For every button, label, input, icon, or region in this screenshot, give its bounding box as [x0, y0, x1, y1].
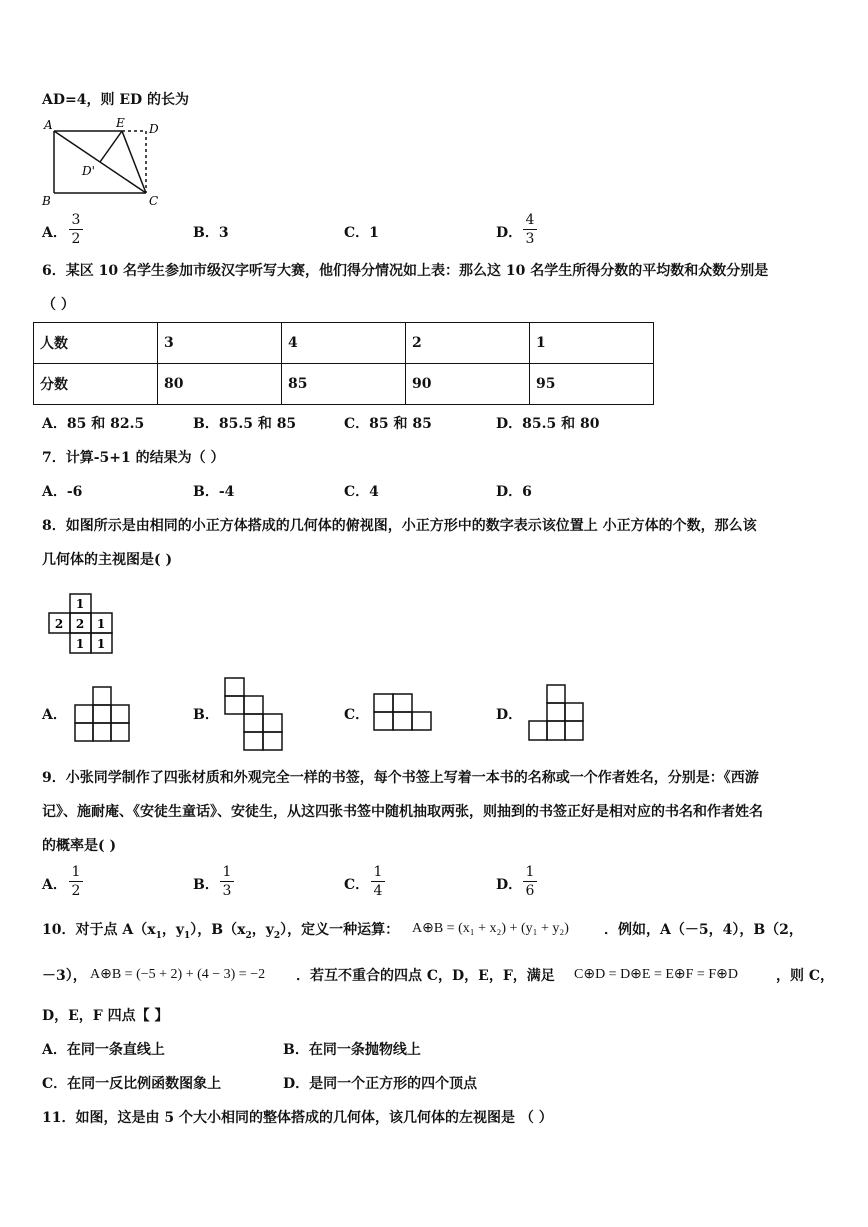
q8-grid-num: 1 [96, 617, 106, 631]
q6-stem-line2: （ ） [42, 297, 75, 313]
q5-stem-tail: AD=4，则 ED 的长为 [42, 92, 190, 108]
q8-grid-num: 2 [54, 617, 64, 631]
q8-stem-line2: 几何体的主视图是( ) [42, 552, 173, 568]
q5-option-a-fraction: 3 2 [69, 212, 83, 247]
q8-option-b-figure[interactable] [224, 677, 286, 753]
q9-option-b-fraction: 1 3 [220, 864, 234, 899]
q5-option-d-fraction: 4 3 [523, 212, 537, 247]
table-cell: 85 [282, 364, 406, 405]
q6-option-b[interactable]: B．85.5 和 85 [193, 416, 297, 432]
q5-option-d-label[interactable]: D． [496, 225, 523, 241]
q6-option-c[interactable]: C．85 和 85 [344, 416, 432, 432]
q10-formula-condition: C⊕D = D⊕E = E⊕F = F⊕D [574, 967, 738, 982]
q5-segment-ed-prime [100, 131, 122, 162]
q8-option-c-label[interactable]: C． [344, 707, 370, 723]
table-cell: 95 [530, 364, 654, 405]
q8-option-b-label[interactable]: B． [193, 707, 219, 723]
q9-option-a-label[interactable]: A． [42, 877, 67, 893]
q5-segment-ec [122, 131, 146, 193]
q10-formula-example: A⊕B = (−5 + 2) + (4 − 3) = −2 [90, 967, 266, 982]
q5-label-b: B [42, 194, 51, 207]
q9-option-d-label[interactable]: D． [496, 877, 523, 893]
table-row [34, 323, 654, 364]
q8-option-a-label[interactable]: A． [42, 707, 67, 723]
q10-option-b[interactable]: B．在同一条抛物线上 [283, 1042, 421, 1058]
q9-option-c-label[interactable]: C． [344, 877, 370, 893]
q5-option-c[interactable]: C．1 [344, 225, 379, 241]
table-cell: 3 [158, 323, 282, 364]
q7-stem: 7．计算-5+1 的结果为（ ） [42, 450, 225, 466]
q9-stem-line3: 的概率是( ) [42, 838, 117, 854]
q10-formula-definition: A⊕B = (x₁ + x₂) + (y₁ + y₂) [412, 921, 569, 936]
q10-option-c[interactable]: C．在同一反比例函数图象上 [42, 1076, 222, 1092]
q5-option-a-label[interactable]: A． [42, 225, 67, 241]
q9-stem-line1: 9．小张同学制作了四张材质和外观完全一样的书签，每个书签上写着一本书的名称或一个作者姓名，分别是：《西游 [42, 770, 759, 786]
table-cell: 分数 [34, 364, 158, 405]
q5-rectangle-figure [38, 115, 168, 207]
q8-grid-num: 2 [75, 617, 85, 631]
q11-stem: 11．如图，这是由 5 个大小相同的整体搭成的几何体，该几何体的左视图是 （ ） [42, 1110, 553, 1126]
q7-option-a[interactable]: A．-6 [42, 484, 83, 500]
q6-option-a[interactable]: A．85 和 82.5 [42, 416, 145, 432]
table-cell: 1 [530, 323, 654, 364]
q8-option-d-label[interactable]: D． [496, 707, 523, 723]
q8-option-a-figure[interactable] [74, 686, 132, 744]
q8-option-c-figure[interactable] [373, 693, 433, 733]
q6-score-table [33, 322, 654, 405]
q5-label-d: D [149, 122, 159, 136]
q5-label-c: C [149, 194, 159, 207]
q8-stem-line1: 8．如图所示是由相同的小正方体搭成的几何体的俯视图，小正方形中的数字表示该位置上 小正方体的个数，那么该 [42, 518, 757, 534]
q5-option-b[interactable]: B．3 [193, 225, 229, 241]
q10-line1: 10．对于点 $A(x_1$，$y_1$），$B(x_2$，$y_2$），定义一种运算： [42, 922, 400, 941]
table-cell: 90 [406, 364, 530, 405]
q9-stem-line2: 记》、施耐庵、《安徒生童话》、安徒生，从这四张书签中随机抽取两张，则抽到的书签正好是相对应的书名和作者姓名 [42, 804, 763, 820]
q9-option-c-fraction: 1 4 [371, 864, 385, 899]
q9-option-a-fraction: 1 2 [69, 864, 83, 899]
q10-line2-tail: ，则 C， [776, 968, 835, 984]
q6-option-d[interactable]: D．85.5 和 80 [496, 416, 600, 432]
q5-label-a: A [44, 118, 53, 132]
table-cell: 4 [282, 323, 406, 364]
table-cell: 80 [158, 364, 282, 405]
q10-line1-tail: ．例如，A（－5，4），B（2， [604, 922, 803, 938]
table-cell: 人数 [34, 323, 158, 364]
table-cell: 2 [406, 323, 530, 364]
q8-option-d-figure[interactable] [528, 684, 588, 744]
table-row [34, 364, 654, 405]
q8-grid-num: 1 [75, 637, 85, 651]
q7-option-d[interactable]: D．6 [496, 484, 532, 500]
q9-option-d-fraction: 1 6 [523, 864, 537, 899]
q8-grid-num: 1 [75, 597, 85, 611]
q10-line3: D，E，F 四点【 】 [42, 1008, 169, 1024]
q9-option-b-label[interactable]: B． [193, 877, 219, 893]
q10-option-d[interactable]: D．是同一个正方形的四个顶点 [283, 1076, 478, 1092]
q10-option-a[interactable]: A．在同一条直线上 [42, 1042, 165, 1058]
q10-line2-head: －3）， [42, 968, 87, 984]
q7-option-c[interactable]: C．4 [344, 484, 379, 500]
q8-top-view-grid [48, 593, 114, 655]
q7-option-b[interactable]: B．-4 [193, 484, 235, 500]
q6-stem-line1: 6．某区 10 名学生参加市级汉字听写大赛，他们得分情况如上表：那么这 10 名学生所得分数的平均数和众数分别是 [42, 263, 769, 279]
q8-grid-num: 1 [96, 637, 106, 651]
q5-label-d-prime: D' [82, 164, 95, 178]
q10-line2-mid: ．若互不重合的四点 C，D，E，F，满足 [296, 968, 555, 984]
q5-label-e: E [116, 116, 125, 130]
